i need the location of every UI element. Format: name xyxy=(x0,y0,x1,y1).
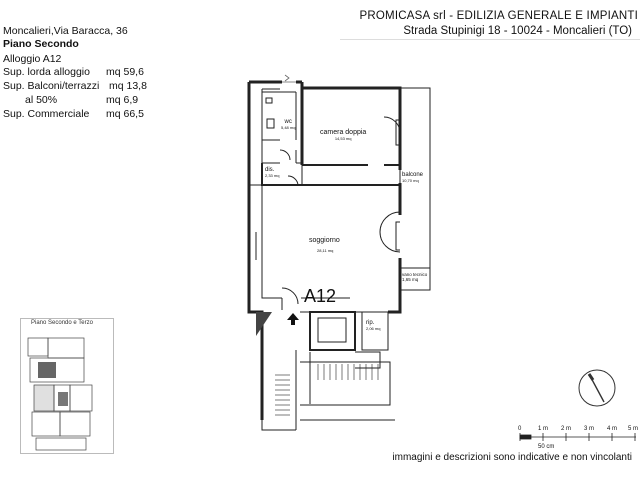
scale-unit: 50 cm xyxy=(538,444,555,450)
room-wc-area: 5,48 mq xyxy=(281,125,296,130)
room-dis xyxy=(265,167,279,178)
area-value-balconies: mq 13,8 xyxy=(109,80,147,92)
room-balcone xyxy=(402,172,423,183)
scale-tick-3: 3 m xyxy=(584,426,595,432)
address: Moncalieri,Via Baracca, 36 xyxy=(3,25,128,37)
room-camera-name: camera doppia xyxy=(320,129,367,136)
room-balcone-area: 10,70 mq xyxy=(402,178,419,183)
room-rip-area: 2,06 mq xyxy=(366,326,381,331)
key-plan-title: Piano Secondo e Terzo xyxy=(31,320,93,326)
area-value-half: mq 6,9 xyxy=(106,94,139,106)
room-camera-area: 14,53 mq xyxy=(334,136,352,141)
area-value-commercial: mq 66,5 xyxy=(106,108,144,120)
room-balcone-name: balcone xyxy=(402,172,424,178)
room-dis-name: dis. xyxy=(265,167,275,173)
room-soggiorno xyxy=(309,237,340,253)
area-value-gross: mq 59,6 xyxy=(106,66,144,78)
disclaimer: immagini e descrizioni sono indicative e non vincolanti xyxy=(392,452,632,463)
unit-label: Alloggio A12 xyxy=(3,53,62,65)
area-label-gross: Sup. lorda alloggio xyxy=(3,66,90,78)
scale-bar xyxy=(520,433,636,441)
area-label-balconies: Sup. Balconi/terrazzi xyxy=(3,80,100,92)
floor-label: Piano Secondo xyxy=(3,38,79,50)
room-wc xyxy=(281,119,295,130)
scale-tick-0: 0 xyxy=(518,426,522,432)
area-label-half: al 50% xyxy=(25,94,58,106)
room-vano-tecnico xyxy=(402,272,427,282)
room-rip-name: rip. xyxy=(366,320,375,326)
scale-tick-1: 1 m xyxy=(538,426,549,432)
room-camera xyxy=(320,129,366,141)
unit-code: A12 xyxy=(304,286,337,306)
area-label-commercial: Sup. Commerciale xyxy=(3,108,90,120)
room-soggiorno-area: 28,11 mq xyxy=(317,248,334,253)
room-soggiorno-name: soggiorno xyxy=(309,237,340,244)
scale-tick-2: 2 m xyxy=(561,426,572,432)
room-vano-area: 1,65 mq xyxy=(402,277,419,282)
scale-tick-4: 4 m xyxy=(607,426,618,432)
company-name: PROMICASA srl - EDILIZIA GENERALE E IMPIANTI xyxy=(359,10,638,22)
room-dis-area: 2,33 mq xyxy=(265,173,280,178)
room-wc-name: wc xyxy=(284,119,292,125)
key-plan xyxy=(20,318,114,454)
compass-icon xyxy=(579,370,615,406)
scale-tick-5: 5 m xyxy=(628,426,639,432)
room-rip xyxy=(366,320,380,331)
room-vano-name: vano tecnico xyxy=(402,272,428,277)
company-address: Strada Stupinigi 18 - 10024 - Moncalieri (TO) xyxy=(403,25,632,37)
